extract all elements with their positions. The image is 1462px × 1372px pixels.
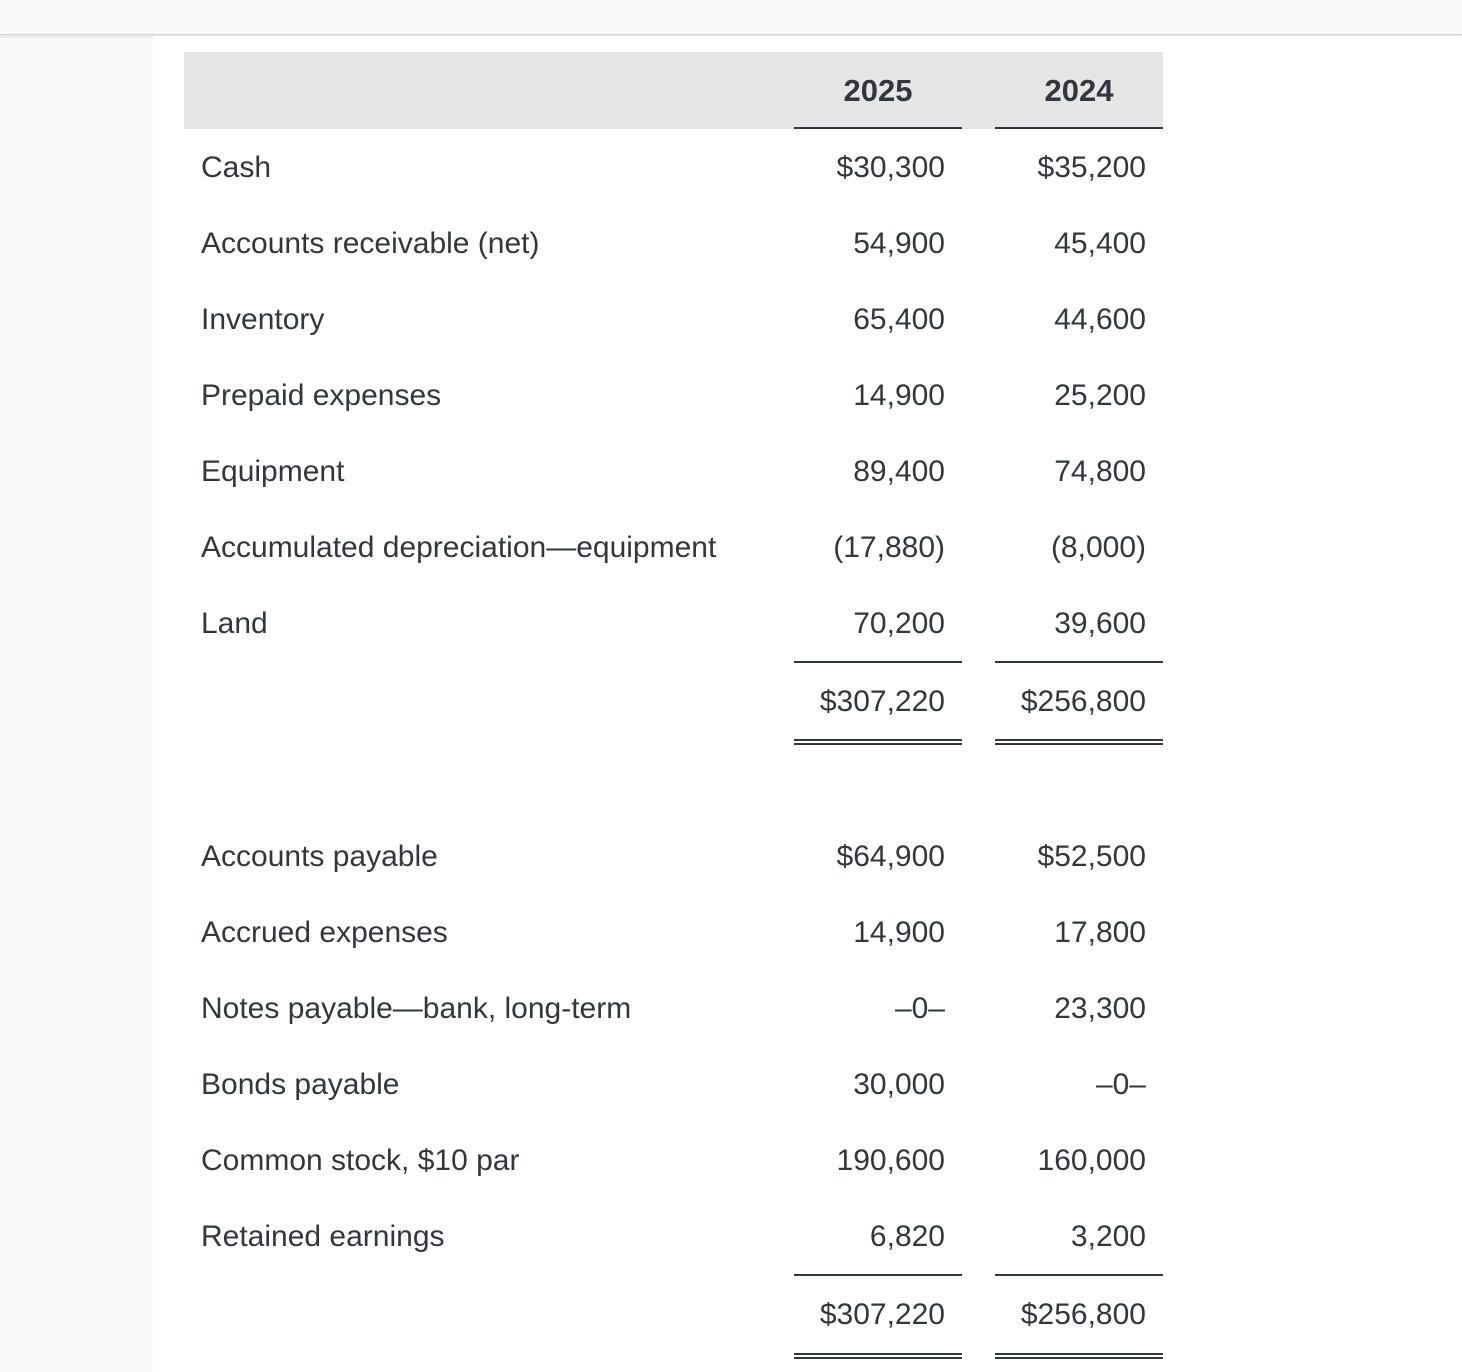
row-label: Retained earnings — [201, 1220, 445, 1253]
total-2024: $256,800 — [1020, 685, 1146, 718]
table-row — [184, 510, 1163, 586]
subtotal-rule-2024 — [995, 661, 1163, 663]
double-underline-2024 — [995, 1353, 1163, 1359]
total-2025: $307,220 — [819, 685, 945, 718]
row-label: Accounts payable — [201, 840, 438, 873]
value-2024: 25,200 — [1054, 379, 1146, 412]
value-2024: $52,500 — [1037, 840, 1146, 873]
total-2024: $256,800 — [1020, 1298, 1146, 1331]
value-2025: 14,900 — [853, 916, 945, 949]
table-row — [184, 819, 1163, 895]
row-label: Land — [201, 607, 268, 640]
table-row — [184, 358, 1163, 434]
value-2024: 39,600 — [1054, 607, 1146, 640]
value-2024: 3,200 — [1070, 1220, 1146, 1253]
subtotal-rule-2025 — [794, 1274, 962, 1276]
value-2024: (8,000) — [1050, 531, 1146, 564]
value-2025: 190,600 — [836, 1144, 945, 1177]
value-2024: –0– — [1095, 1068, 1146, 1101]
value-2024: 23,300 — [1054, 992, 1146, 1025]
value-2024: $35,200 — [1037, 151, 1146, 184]
value-2025: 65,400 — [853, 303, 945, 336]
column-header-2024: 2024 — [1044, 73, 1114, 108]
value-2025: 14,900 — [853, 379, 945, 412]
row-label: Prepaid expenses — [201, 379, 442, 412]
top-bar — [0, 0, 1462, 35]
table-row — [184, 586, 1163, 662]
table-row — [184, 1047, 1163, 1123]
value-2025: (17,880) — [833, 531, 945, 564]
total-2025: $307,220 — [819, 1298, 945, 1331]
total-row — [184, 1277, 1163, 1353]
header-underline-2025 — [794, 127, 962, 129]
total-row — [184, 664, 1163, 740]
value-2025: 30,000 — [853, 1068, 945, 1101]
double-underline-2025 — [794, 739, 962, 745]
row-label: Bonds payable — [201, 1068, 400, 1101]
value-2025: $64,900 — [836, 840, 945, 873]
subtotal-rule-2025 — [794, 661, 962, 663]
column-header-2025: 2025 — [843, 73, 913, 108]
row-label: Accumulated depreciation—equipment — [201, 531, 717, 564]
row-label: Notes payable—bank, long-term — [201, 992, 632, 1025]
value-2024: 160,000 — [1037, 1144, 1146, 1177]
value-2025: 70,200 — [853, 607, 945, 640]
value-2024: 17,800 — [1054, 916, 1146, 949]
table-row — [184, 1199, 1163, 1275]
row-label: Common stock, $10 par — [201, 1144, 520, 1177]
table-row — [184, 971, 1163, 1047]
value-2025: 6,820 — [869, 1220, 945, 1253]
table-row — [184, 434, 1163, 510]
value-2025: 54,900 — [853, 227, 945, 260]
value-2024: 45,400 — [1054, 227, 1146, 260]
row-label: Cash — [201, 151, 272, 184]
value-2024: 74,800 — [1054, 455, 1146, 488]
table-row — [184, 206, 1163, 282]
table-row — [184, 895, 1163, 971]
double-underline-2024 — [995, 739, 1163, 745]
table-row — [184, 1123, 1163, 1199]
row-label: Inventory — [201, 303, 325, 336]
double-underline-2025 — [794, 1353, 962, 1359]
table-row — [184, 130, 1163, 206]
subtotal-rule-2024 — [995, 1274, 1163, 1276]
value-2025: –0– — [894, 992, 945, 1025]
value-2024: 44,600 — [1054, 303, 1146, 336]
table-row — [184, 282, 1163, 358]
row-label: Accounts receivable (net) — [201, 227, 540, 260]
value-2025: 89,400 — [853, 455, 945, 488]
value-2025: $30,300 — [836, 151, 945, 184]
row-label: Equipment — [201, 455, 345, 488]
header-underline-2024 — [995, 127, 1163, 129]
row-label: Accrued expenses — [201, 916, 448, 949]
